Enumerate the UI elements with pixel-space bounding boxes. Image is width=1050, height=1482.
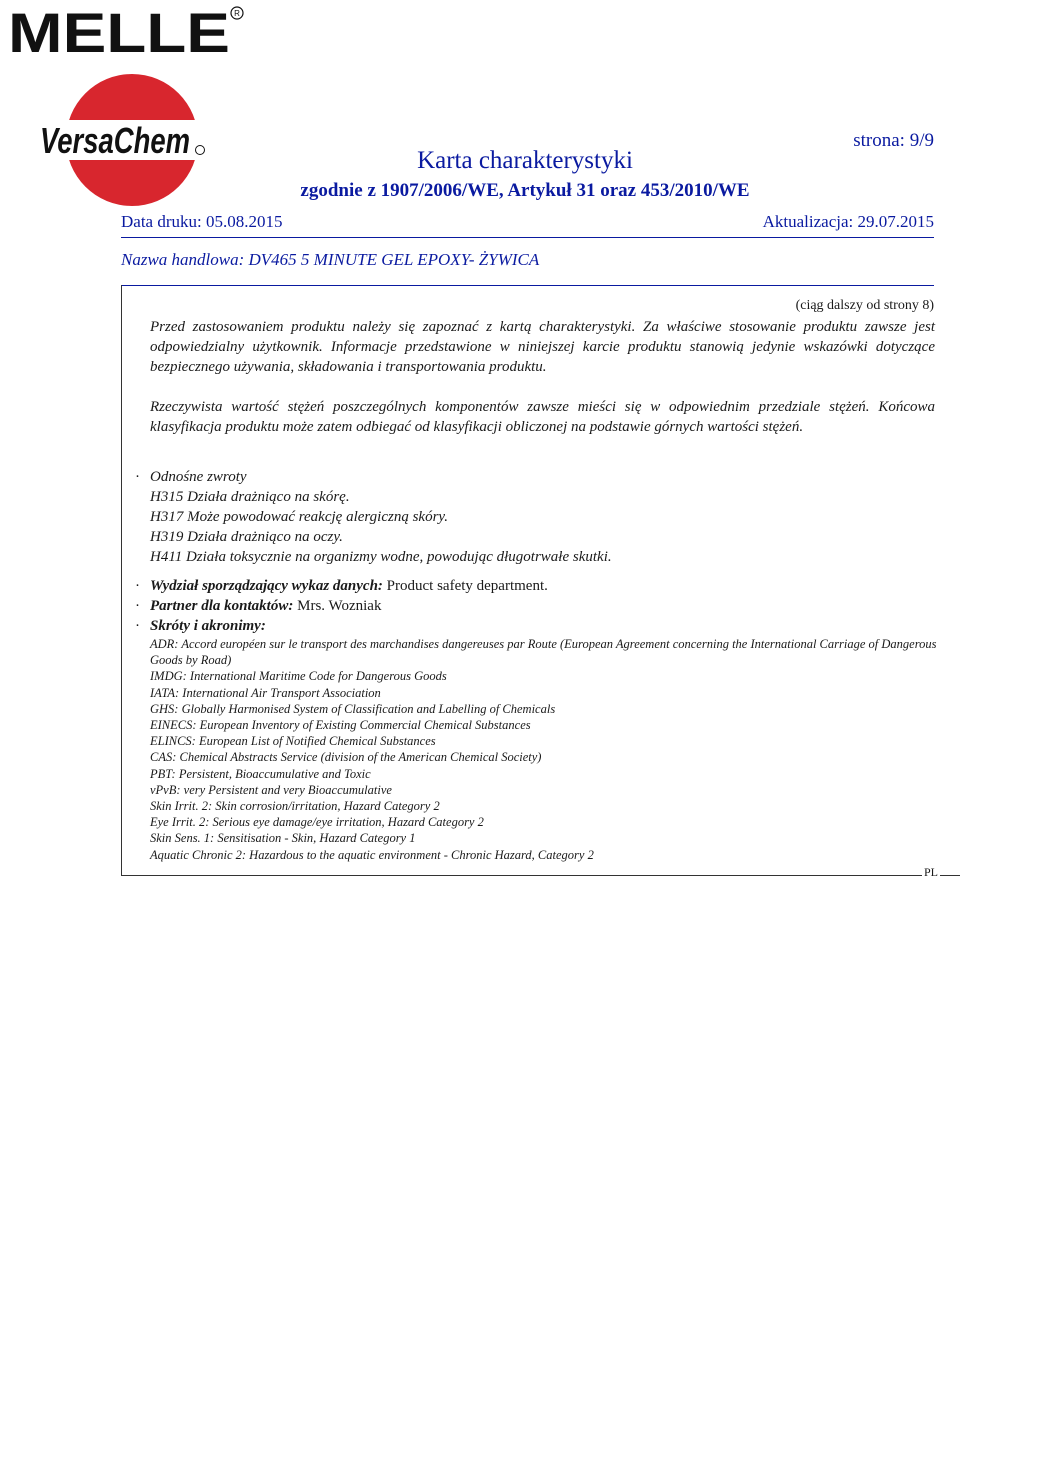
abbreviations-list bbox=[150, 636, 940, 863]
header-divider bbox=[121, 237, 934, 238]
abbreviation-item: PBT: Persistent, Bioaccumulative and Toxic bbox=[150, 766, 371, 781]
disclaimer-paragraph: Przed zastosowaniem produktu należy się zapoznać z kartą charakterystyki. Za właściwe stosowanie produktu zawsze jest odpowiedzialny użytkownik. Informacje przedstawione w niniejszej karcie produktu stanowią jedynie wskazówki dotyczące bezpiecznego używania, składowania i transportowania produktu. bbox=[150, 319, 935, 375]
abbreviation-item: ADR: Accord européen sur le transport des marchandises dangereuses par Route (European Agreement concerning the International Carriage of Dangerous Goods by Road) bbox=[150, 637, 937, 668]
update-date: Aktualizacja: 29.07.2015 bbox=[762, 212, 934, 231]
document-subtitle: zgodnie z 1907/2006/WE, Artykuł 31 oraz 453/2010/WE bbox=[300, 180, 750, 201]
relevant-phrases-section bbox=[135, 467, 935, 567]
continued-note: (ciąg dalszy od strony 8) bbox=[795, 298, 934, 313]
svg-text:VersaChem: VersaChem bbox=[40, 120, 190, 161]
abbreviation-item: IMDG: International Maritime Code for Dangerous Goods bbox=[150, 669, 447, 684]
svg-text:R: R bbox=[234, 9, 240, 18]
product-name: Nazwa handlowa: DV465 5 MINUTE GEL EPOXY- ŻYWICA bbox=[121, 250, 540, 269]
phrase-item: H315 Działa drażniąco na skórę. bbox=[150, 489, 350, 505]
phrase-item: H317 Może powodować reakcję alergiczną skóry. bbox=[150, 509, 449, 525]
contact-section bbox=[135, 576, 935, 636]
relevant-phrases-heading: · Odnośne zwroty bbox=[135, 469, 247, 485]
abbreviation-item: Skin Sens. 1: Sensitisation - Skin, Hazard Category 1 bbox=[150, 831, 416, 846]
abbreviation-item: ELINCS: European List of Notified Chemical Substances bbox=[150, 734, 436, 749]
abbreviation-item: EINECS: European Inventory of Existing Commercial Chemical Substances bbox=[150, 718, 531, 733]
phrase-item: H411 Działa toksycznie na organizmy wodne, powodując długotrwałe skutki. bbox=[150, 549, 612, 565]
abbreviation-item: Eye Irrit. 2: Serious eye damage/eye irritation, Hazard Category 2 bbox=[150, 815, 484, 830]
abbreviation-item: vPvB: very Persistent and very Bioaccumulative bbox=[150, 782, 392, 797]
svg-text:MELLE: MELLE bbox=[8, 1, 230, 64]
melle-logo bbox=[8, 1, 244, 64]
abbreviations-heading: · Skróty i akronimy: bbox=[135, 618, 266, 634]
abbreviation-item: CAS: Chemical Abstracts Service (division of the American Chemical Society) bbox=[150, 750, 542, 765]
abbreviation-item: GHS: Globally Harmonised System of Classification and Labelling of Chemicals bbox=[150, 701, 556, 716]
contact-line: · Partner dla kontaktów: Mrs. Wozniak bbox=[135, 598, 382, 614]
page-number: strona: 9/9 bbox=[853, 130, 934, 151]
abbreviation-item: Aquatic Chronic 2: Hazardous to the aquatic environment - Chronic Hazard, Category 2 bbox=[150, 847, 594, 862]
document-title: Karta charakterystyki bbox=[417, 147, 633, 174]
department-line: · Wydział sporządzający wykaz danych: Product safety department. bbox=[135, 578, 548, 594]
abbreviation-item: Skin Irrit. 2: Skin corrosion/irritation, Hazard Category 2 bbox=[150, 799, 440, 814]
abbreviation-item: IATA: International Air Transport Association bbox=[150, 685, 381, 700]
phrase-item: H319 Działa drażniąco na oczy. bbox=[150, 529, 343, 545]
concentration-paragraph: Rzeczywista wartość stężeń poszczególnych komponentów zawsze mieści się w odpowiednim przedziale stężeń. Końcowa klasyfikacja produktu może zatem odbiegać od klasyfikacji obliczonej na podstawie górnych wartości stężeń. bbox=[150, 399, 935, 435]
print-date: Data druku: 05.08.2015 bbox=[121, 212, 283, 231]
language-tag: PL bbox=[923, 865, 938, 879]
